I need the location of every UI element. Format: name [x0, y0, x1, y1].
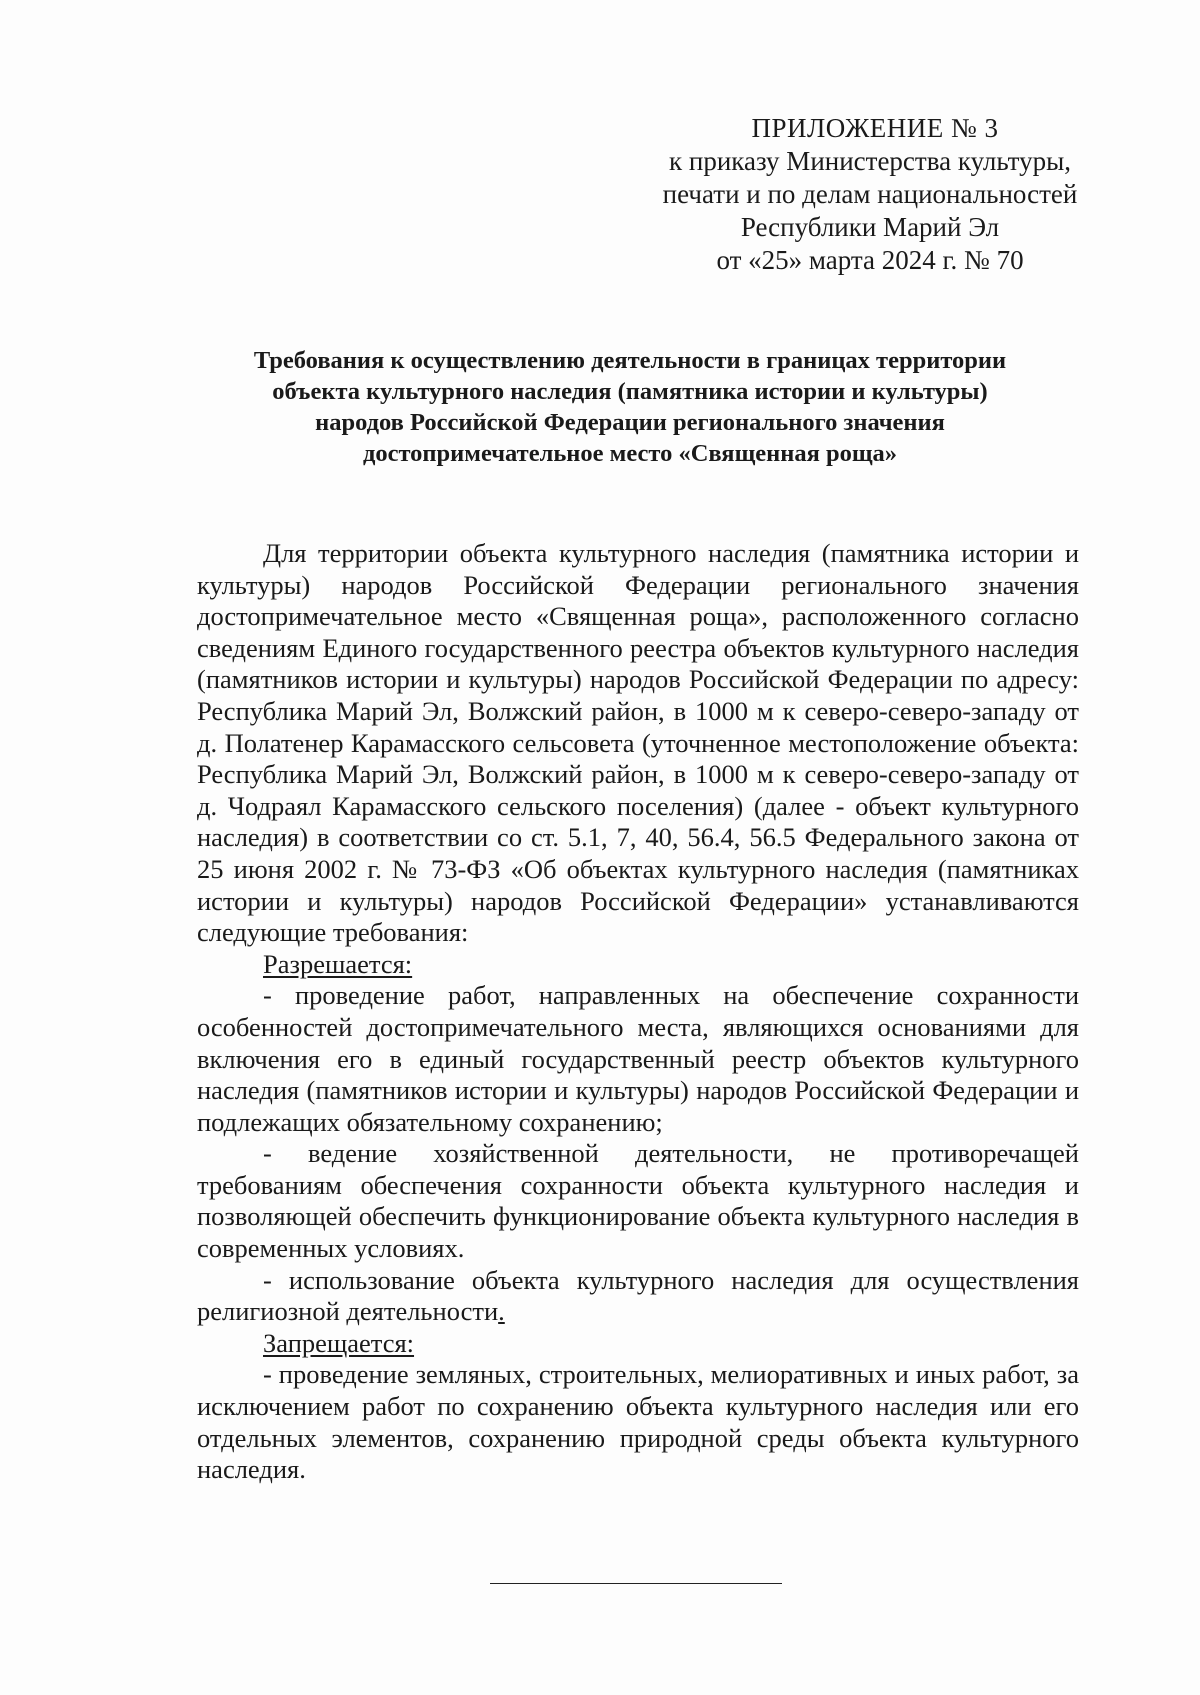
forbidden-heading: Запрещается: — [263, 1327, 415, 1358]
title-line: объекта культурного наследия (памятника истории и культуры) — [272, 378, 988, 405]
allowed-heading-paragraph — [197, 949, 1079, 981]
order-date: от «25» марта 2024 г. № 70 — [716, 245, 1024, 275]
allowed-item-end: . — [498, 1296, 505, 1327]
order-reference: к приказу Министерства культуры, — [669, 146, 1071, 176]
closing-divider — [490, 1583, 782, 1584]
appendix-number: ПРИЛОЖЕНИЕ № 3 — [751, 113, 999, 143]
title-line: Требования к осуществлению деятельности в границах территории — [253, 347, 1007, 374]
allowed-item — [197, 1265, 1079, 1328]
approval-block — [640, 112, 1100, 277]
title-line: народов Российской Федерации регионального значения — [315, 409, 945, 436]
intro-paragraph: Для территории объекта культурного наследия (памятника истории и культуры) народов Российской Федерации регионального значения достопримечательное место «Священная роща», расположенного согласно сведениям Единого государственного реестра объектов культурного наследия (памятников истории и культуры) народов Российской Федерации по адресу: Республика Марий Эл, Волжский район, в 1000 м к северо-северо-западу от д. Полатенер Карамасского сельсовета (уточненное местоположение объекта: Республика Марий Эл, Волжский район, в 1000 м к северо-северо-западу от д. Чодраял Карамасского сельского поселения) (далее - объект культурного наследия) в соответствии со ст. 5.1, 7, 40, 56.4, 56.5 Федерального закона от 25 июня 2002 г. № 73-ФЗ «Об объектах культурного наследия (памятниках истории и культуры) народов Российской Федерации» устанавливаются следующие требования: — [197, 538, 1079, 948]
republic-name: Республики Марий Эл — [740, 212, 1000, 242]
ministry-name: печати и по делам национальностей — [662, 179, 1078, 209]
allowed-item: - ведение хозяйственной деятельности, не противоречащей требованиям обеспечения сохранности объекта культурного наследия и позволяющей обеспечить функционирование объекта культурного наследия в современных условиях. — [197, 1138, 1079, 1264]
document-body — [197, 538, 1079, 1486]
forbidden-item: - проведение земляных, строительных, мелиоративных и иных работ, за исключением работ по сохранению объекта культурного наследия или его отдельных элементов, сохранению природной среды объекта культурного наследия. — [197, 1359, 1079, 1485]
document-title — [180, 345, 1080, 469]
title-line: достопримечательное место «Священная роща» — [362, 440, 898, 467]
allowed-item-text: - использование объекта культурного наследия для осуществления религиозной деятельности — [197, 1264, 1079, 1327]
allowed-heading: Разрешается: — [263, 948, 413, 979]
forbidden-heading-paragraph — [197, 1328, 1079, 1360]
allowed-item: - проведение работ, направленных на обеспечение сохранности особенностей достопримечательного места, являющихся основаниями для включения его в единый государственный реестр объектов культурного наследия (памятников истории и культуры) народов Российской Федерации и подлежащих обязательному сохранению; — [197, 980, 1079, 1137]
